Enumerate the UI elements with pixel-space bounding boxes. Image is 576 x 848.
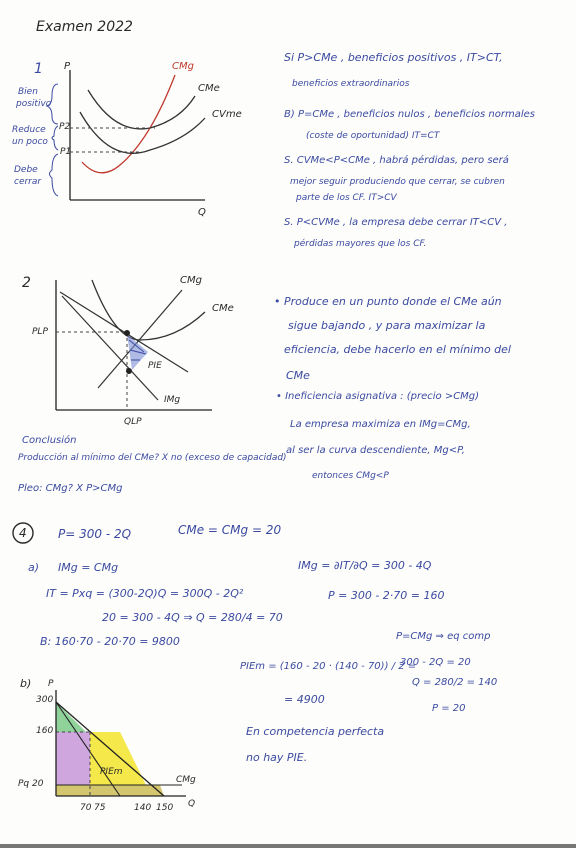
q1-left-note-3: Reduce <box>12 125 46 135</box>
q2-conclusion-1: Producción al mínimo del CMe? X no (exceso de capacidad) <box>18 453 287 463</box>
q4-img-formula: IMg = ∂IT/∂Q = 300 - 4Q <box>298 559 432 572</box>
q2-note-1: La empresa maximiza en IMg=CMg, <box>290 419 471 430</box>
q4-a-line-4: B: 160·70 - 20·70 = 9800 <box>40 635 180 648</box>
q4-competition-2: Q = 280/2 = 140 <box>412 677 498 688</box>
q1-note-7: parte de los CF. IT>CV <box>296 193 397 203</box>
q1-p1-label: P1 <box>60 147 72 157</box>
q4-xtick-75: 75 <box>94 803 106 813</box>
q1-left-note-1: Bien <box>18 87 38 97</box>
q4-competition-title: P=CMg ⇒ eq comp <box>396 631 491 642</box>
q2-cmg-label: CMg <box>180 275 202 286</box>
q2-note-3: entonces CMg<P <box>312 471 389 481</box>
q4-cmg-label: CMg <box>176 775 196 785</box>
q1-left-note-5: Debe <box>14 165 38 175</box>
q2-conclusion-2: Pleo: CMg? X P>CMg <box>18 483 123 494</box>
q1-axis-p: P <box>64 61 71 72</box>
q1-axis-q: Q <box>198 207 206 218</box>
q4-b-label: b) <box>20 677 32 690</box>
q4-a-line-2: IT = Pxq = (300-2Q)Q = 300Q - 2Q² <box>46 587 244 600</box>
q4-ytick-160: 160 <box>36 726 54 736</box>
q4-area-purple <box>56 732 90 785</box>
q4-xtick-70: 70 <box>80 803 92 813</box>
q1-note-8: S. P<CVMe , la empresa debe cerrar IT<CV , <box>284 217 508 228</box>
q4-pie-label: PIEm <box>100 767 123 777</box>
q1-cmg-label: CMg <box>172 61 194 72</box>
q2-bullet-1: • Produce en un punto donde el CMe aún <box>274 295 502 308</box>
q4-closing-2: no hay PIE. <box>246 751 308 764</box>
q4-xtick-140: 140 <box>134 803 152 813</box>
q2-note-2: al ser la curva descendiente, Mg<P, <box>286 445 465 456</box>
q2-plp-label: PLP <box>32 327 48 337</box>
q4-competition-3: P = 20 <box>432 703 466 714</box>
q1-note-2: beneficios extraordinarios <box>292 79 410 89</box>
q2-number: 2 <box>22 275 31 291</box>
q4-closing-1: En competencia perfecta <box>246 725 385 738</box>
q1-note-4: (coste de oportunidad) IT=CT <box>306 131 440 141</box>
q1-left-note-4: un poco <box>12 137 48 147</box>
q2-pie-label: PIE <box>148 361 162 371</box>
q1-number: 1 <box>34 61 43 77</box>
q2-qlp-label: QLP <box>124 417 142 427</box>
q4-pie-formula: PIEm = (160 - 20 · (140 - 70)) / 2 = <box>240 661 417 672</box>
q2-img-label: IMg <box>164 395 181 405</box>
q1-left-note-2: positivo <box>16 99 52 109</box>
q4-axis-p: P <box>48 679 54 689</box>
q1-note-3: B) P=CMe , beneficios nulos , beneficios normales <box>284 109 536 120</box>
q1-cvme-label: CVme <box>212 109 242 120</box>
q4-price-calc: P = 300 - 2·70 = 160 <box>328 589 445 602</box>
q4-area-yellow <box>90 732 146 785</box>
q4-cost: CMe = CMg = 20 <box>178 523 282 537</box>
page-title: Examen 2022 <box>36 19 133 35</box>
q4-competition-1: 300 - 2Q = 20 <box>400 657 471 668</box>
q4-a-label: a) <box>28 561 40 574</box>
q4-ytick-300: 300 <box>36 695 54 705</box>
q4-a-line-1: IMg = CMg <box>58 561 119 574</box>
q4-xtick-150: 150 <box>156 803 174 813</box>
page-bottom-edge <box>0 844 576 848</box>
q2-bullet-5: • Ineficiencia asignativa : (precio >CMg) <box>276 391 480 402</box>
q1-cme-label: CMe <box>198 83 220 94</box>
q2-bullet-2: sigue bajando , y para maximizar la <box>288 319 486 332</box>
q2-cme-label: CMe <box>212 303 234 314</box>
q2-conclusion-title: Conclusión <box>22 435 77 446</box>
q4-pie-result: = 4900 <box>284 693 325 706</box>
q1-note-5: S. CVMe<P<CMe , habrá pérdidas, pero será <box>284 155 509 166</box>
q4-area-olive <box>56 785 164 796</box>
q1-left-note-6: cerrar <box>14 177 42 187</box>
q2-bullet-4: CMe <box>286 369 310 382</box>
q4-a-line-3: 20 = 300 - 4Q ⇒ Q = 280/4 = 70 <box>102 611 283 624</box>
q4-number: 4 <box>19 526 27 540</box>
q1-p2-label: P2 <box>59 122 71 132</box>
q2-bullet-3: eficiencia, debe hacerlo en el mínimo del <box>284 343 511 356</box>
q1-note-1: Si P>CMe , beneficios positivos , IT>CT, <box>284 51 503 64</box>
q4-axis-q: Q <box>188 799 196 809</box>
q1-note-9: pérdidas mayores que los CF. <box>294 239 427 249</box>
q1-note-6: mejor seguir produciendo que cerrar, se cubren <box>290 177 505 187</box>
q4-ytick-20: Pq 20 <box>18 779 44 789</box>
q4-demand: P= 300 - 2Q <box>58 527 132 541</box>
